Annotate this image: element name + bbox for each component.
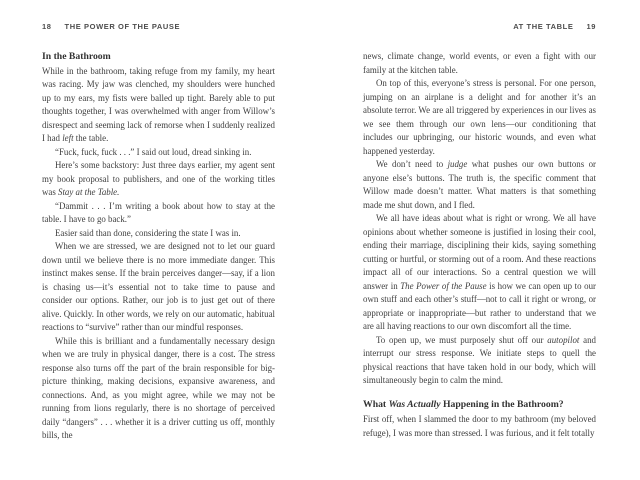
paragraph: Here’s some backstory: Just three days earlier, my agent sent my book proposal to publishers, and one of the working titles was Stay at the Table. [42, 160, 275, 197]
page-number-left: 18 [42, 22, 52, 31]
paragraph: “Fuck, fuck, fuck . . .” I said out loud, dread sinking in. [55, 146, 252, 157]
page-right [363, 22, 596, 440]
paragraph: On top of this, everyone’s stress is personal. For one person, jumping on an airplane is a delight and for another it’s an absolute terror. We are all triggered by experiences in our lives as we see them through our own lens—our conditioning that includes our upbringing, our historic wounds, and even what happened yesterday. [363, 78, 596, 156]
paragraph: We all have ideas about what is right or wrong. We all have opinions about whether someone is justified in losing their cool, ending their marriage, disciplining their kids, saying something cutting or hurtful, or storming out of a room. And these reactions impact all of our interactions. So a central question we will answer in The Power of the Pause is how we can open up to our own stuff and each other’s stuff—not to call it right or wrong, or appropriate or inappropriate—but rather to understand that we are all having reactions to our own discomfort all the time. [363, 213, 597, 331]
running-head-right [363, 22, 596, 31]
section-heading: In the Bathroom [42, 51, 111, 62]
paragraph: news, climate change, world events, or even a fight with our family at the kitchen table. [363, 51, 596, 75]
paragraph: To open up, we must purposely shut off our autopilot and interrupt our stress response. We initiate steps to quell the physical reactions that have taken hold in our body, which will simultaneously begin to calm the mind. [363, 334, 596, 385]
running-head-left [42, 22, 275, 31]
paragraph: While in the bathroom, taking refuge from my family, my heart was racing. My jaw was clenched, my shoulders were hunched up to my ears, my fists were balled up tight. Barely able to put thoughts together, I was overwhelmed with anger from Willow’s disrespect and seeming lack of remorse when I suddenly realized I had left the table. [42, 65, 275, 143]
running-title-right: AT THE TABLE [513, 22, 574, 31]
right-page-body [363, 50, 596, 440]
section-heading: What Was Actually Happening in the Bathroom? [363, 398, 564, 410]
page-number-right: 19 [586, 22, 596, 31]
paragraph: While this is brilliant and a fundamentally necessary design when we are truly in physical danger, there is a cost. The stress response also turns off the part of the brain responsible for big-picture thinking, making decisions, expansive awareness, and connections. And, as you might agree, while we may not be running from lions regularly, there is no shortage of perceived daily “dangers” . . . whether it is a driver cutting us off, monthly bills, the [42, 335, 275, 440]
paragraph: We don’t need to judge what pushes our own buttons or anyone else’s buttons. The truth is, the specific comment that Willow made doesn’t matter. What matters is that something made me shut down, and I fled. [363, 159, 596, 210]
page-left [42, 22, 275, 443]
left-page-body [42, 50, 275, 443]
paragraph: When we are stressed, we are designed not to let our guard down until we believe there is no more immediate danger. This instinct makes sense. If the brain perceives danger—say, if a lion is chasing us—it’s essential not to take time to pause and consider our options. Rather, our job is to just get out of there alive. Quickly. In other words, we rely on our automatic, habitual reactions to “survive” rather than our mindful responses. [42, 241, 275, 332]
paragraph: “Dammit . . . I’m writing a book about how to stay at the table. I have to go back.” [42, 200, 275, 224]
paragraph: Easier said than done, considering the state I was in. [55, 227, 241, 238]
running-title-left: THE POWER OF THE PAUSE [64, 22, 181, 31]
paragraph: First off, when I slammed the door to my bathroom (my beloved refuge), I was more than stressed. I was furious, and it felt totally [363, 414, 596, 438]
